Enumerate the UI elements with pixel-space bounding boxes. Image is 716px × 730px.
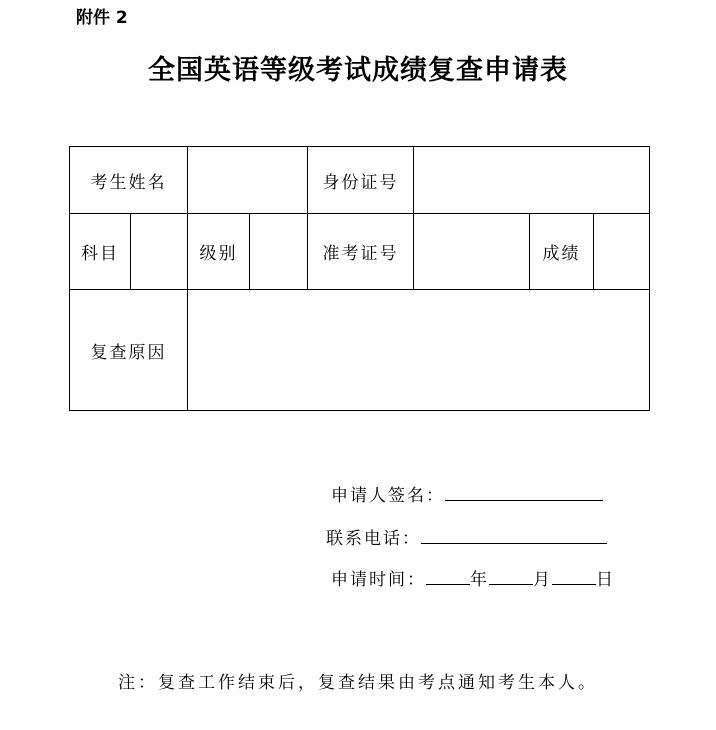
- name-label: 考生姓名: [70, 147, 188, 214]
- id-value-cell[interactable]: [414, 147, 650, 214]
- day-label: 日: [596, 570, 615, 590]
- reason-value-cell[interactable]: [188, 290, 650, 411]
- phone-label: 联系电话：: [326, 529, 421, 549]
- level-label: 级别: [188, 214, 250, 290]
- applicant-signature-label: 申请人签名：: [331, 486, 445, 506]
- phone-line[interactable]: [421, 525, 607, 544]
- page-title: 全国英语等级考试成绩复查申请表: [148, 55, 568, 86]
- reason-label: 复查原因: [70, 290, 188, 411]
- phone-row: [326, 524, 607, 549]
- attachment-label: 附件 2: [76, 8, 128, 28]
- applicant-signature-line[interactable]: [445, 482, 603, 501]
- name-value-cell[interactable]: [188, 147, 308, 214]
- month-label: 月: [533, 570, 552, 590]
- score-value-cell[interactable]: [594, 214, 650, 290]
- applicant-signature-row: [331, 481, 603, 506]
- application-form-table: [69, 146, 650, 411]
- admission-label: 准考证号: [308, 214, 414, 290]
- date-row: [331, 565, 615, 590]
- date-label: 申请时间：: [331, 570, 426, 590]
- day-line[interactable]: [552, 566, 596, 585]
- month-line[interactable]: [489, 566, 533, 585]
- footer-note: 注：复查工作结束后，复查结果由考点通知考生本人。: [118, 673, 598, 693]
- score-label: 成绩: [530, 214, 594, 290]
- year-label: 年: [470, 570, 489, 590]
- year-line[interactable]: [426, 566, 470, 585]
- level-value-cell[interactable]: [250, 214, 308, 290]
- id-label: 身份证号: [308, 147, 414, 214]
- admission-value-cell[interactable]: [414, 214, 530, 290]
- subject-label: 科目: [70, 214, 131, 290]
- subject-value-cell[interactable]: [131, 214, 188, 290]
